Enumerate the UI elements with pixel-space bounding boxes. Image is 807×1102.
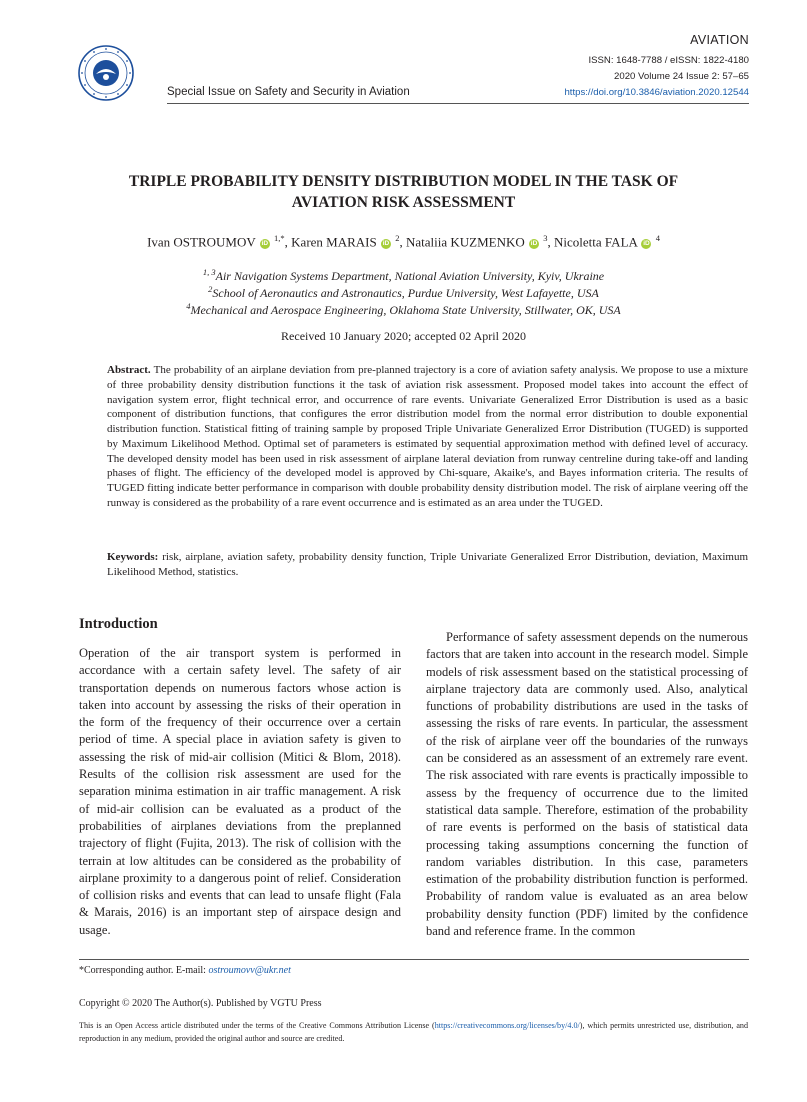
license-link[interactable]: https://creativecommons.org/licenses/by/4.0/ [434, 1021, 580, 1030]
copyright: Copyright © 2020 The Author(s). Published by VGTU Press [79, 998, 322, 1009]
journal-logo-icon [77, 44, 135, 102]
affiliation-text: Mechanical and Aerospace Engineering, Oklahoma State University, Stillwater, OK, USA [190, 303, 621, 317]
affiliation [0, 301, 807, 318]
author-name: Ivan OSTROUMOV [147, 234, 256, 250]
volume-info: 2020 Volume 24 Issue 2: 57–65 [614, 71, 749, 82]
article-title [80, 171, 727, 213]
received-dates: Received 10 January 2020; accepted 02 April 2020 [281, 329, 526, 343]
license-notice [79, 1020, 748, 1045]
author-affil-sup: 1,* [274, 233, 285, 243]
author-name: Nicoletta FALA [554, 234, 638, 250]
author-email-link[interactable]: ostroumovv@ukr.net [208, 965, 291, 976]
author-name: Karen MARAIS [291, 234, 377, 250]
affiliation-sup: 2 [208, 284, 213, 294]
abstract-text: The probability of an airplane deviation from pre-planned trajectory is a core of aviation safety analysis. We propose to use a mixture of three probability density distribution functions it the task of aviation risk assessment. Proposed model takes into account the effect of navigation system error, flight technical error, and occurrence of rare events. Univariate Generalized Error Distribution is used as a basic component of distribution functions, that configures the error distribution model from the normal error distribution to double exponential distribution function. Statistical fitting of training sample by proposed Triple Univariate Generalized Error Distribution (TUGED) is supported by Maximum Likelihood Method. Optimal set of parameters is estimated by sequential approximation method with defined level of accuracy. The developed density model has been used in risk assessment of airplane lateral deviation from runway centreline during take-off and landing phases of flight. The efficiency of the developed model is approved by Chi-square, Akaike's, and Bayes information criteria. The results of TUGED fitting indicate better performance in comparison with double probability density distribution model. The risk of airplane veering off the runway is considered as the probability of a rare event occurrence and is estimated as an area under the TUGED. [107, 364, 748, 509]
issn: ISSN: 1648-7788 / eISSN: 1822-4180 [588, 55, 749, 66]
keywords-label: Keywords: [107, 551, 159, 563]
orcid-icon[interactable]: iD [643, 240, 650, 248]
journal-name: AVIATION [690, 33, 749, 47]
orcid-icon[interactable]: iD [530, 240, 538, 248]
affiliation-text: Air Navigation Systems Department, National Aviation University, Kyiv, Ukraine [215, 269, 605, 283]
affiliation-text: School of Aeronautics and Astronautics, Purdue University, West Lafayette, USA [212, 286, 599, 300]
doi-link[interactable]: https://doi.org/10.3846/aviation.2020.12544 [564, 87, 749, 98]
license-text-post: ), which permits unrestricted use, distribution, and reproduction in any medium, provided the original author and source are credited. [79, 1021, 749, 1043]
intro-column-2: Performance of safety assessment depends on the numerous factors that are taken into account in the research model. Simple models of risk assessment based on the statistical processing of airplane trajectory data are commonly used. Also, analytical functions of probability distributions are used in the tasks of assessing the risks of rare events. In particular, the assessment of the risk of airplane veer off the boundaries of the runways can be considered as an assessment of an extremely rare event. The risk associated with rare events is practically impossible to assess by the frequency of occurrence due to the limited statistical data sample. Therefore, estimation of the probability of rare events is performed on the basis of statistical data processing taking assumptions concerning the function of random variables distribution. In this case, parameters estimation of the probability distribution function is performed. Probability of random value is evaluated as an area below probability density function (PDF) limited by the confidence band and reference frame. In the common [426, 630, 748, 939]
author-separator: , [284, 234, 292, 250]
affiliation [0, 267, 807, 284]
affiliation-sup: 4 [186, 301, 191, 311]
corresponding-label: *Corresponding author. E-mail: [79, 965, 206, 976]
title-line-2: AVIATION RISK ASSESSMENT [291, 194, 516, 211]
abstract [107, 363, 748, 511]
orcid-icon[interactable]: iD [382, 240, 390, 248]
title-line-1: TRIPLE PROBABILITY DENSITY DISTRIBUTION MODEL IN THE TASK OF [128, 173, 679, 190]
section-heading: Introduction [79, 616, 158, 632]
footnote-rule [79, 959, 749, 960]
author-name: Nataliia KUZMENKO [405, 234, 525, 250]
abstract-label: Abstract. [107, 364, 151, 376]
corresponding-author-note [79, 965, 291, 976]
header-rule [167, 103, 749, 104]
intro-column-1: Operation of the air transport system is performed in accordance with a certain safety level. The safety of air transportation depends on numerous factors whose action is taken into account by assessing the risks of their operation in the form of the frequency of their occurrence over a certain period of time. A special place in aviation safety is given to assessing the risk of mid-air collision (Mitici & Blom, 2018). Results of the collision risk assessment are used for the separation minima estimation in air traffic management. A risk of mid-air collision can be evaluated as a product of the probabilities of airplanes deviations from the preplanned trajectory of flight (Fujita, 2013). The risk of collision with the terrain at low altitudes can be considered as the probability of airplane proximity to a dangerous point of relief. Consideration of collision risks and events that can lead to unsafe flight (Fala & Marais, 2016) is an important step of airspace design and usage. [79, 646, 401, 937]
special-issue-label: Special Issue on Safety and Security in Aviation [167, 86, 410, 98]
author-affil-sup: 3 [543, 233, 548, 243]
license-text-pre: This is an Open Access article distributed under the terms of the Creative Commons Attribution License ( [79, 1021, 435, 1030]
author-list [0, 233, 807, 250]
keywords-text: risk, airplane, aviation safety, probability density function, Triple Univariate Generalized Error Distribution, deviation, Maximum Likelihood Method, statistics. [107, 551, 748, 578]
author-affil-sup: 2 [395, 233, 400, 243]
affiliation [0, 284, 807, 301]
orcid-icon[interactable]: iD [261, 240, 269, 248]
author-separator: , [399, 234, 406, 250]
author-affil-sup: 4 [655, 233, 660, 243]
affiliation-sup: 1, 3 [202, 267, 216, 277]
author-separator: , [547, 234, 555, 250]
keywords [107, 550, 748, 580]
